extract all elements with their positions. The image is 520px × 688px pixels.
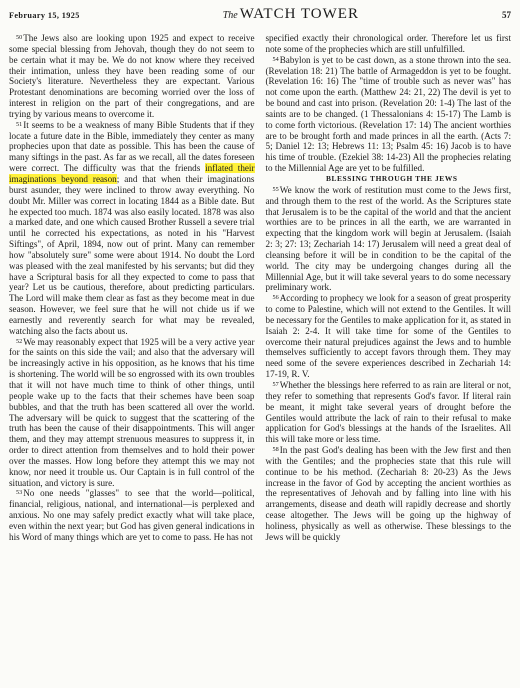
header-title-article: The — [222, 10, 238, 21]
paragraph-number: 54 — [272, 55, 279, 63]
paragraph-text: It seems to be a weakness of many Bible Students that if they locate a future date in the Bible, immediately they center as many prophecies upon that date as possible. This has been the cause of many siftings in the past. As far as we recall, all the dates foreseen were correct. The difficulty was that the friends — [9, 119, 255, 174]
paragraph-number: 52 — [16, 337, 23, 345]
paragraph-52 — [9, 337, 255, 489]
paragraph-number: 50 — [16, 34, 23, 41]
left-column — [9, 33, 255, 543]
header-date: February 15, 1925 — [9, 11, 80, 20]
paragraph-57 — [266, 380, 512, 445]
paragraph-text: We may reasonably expect that 1925 will be a very active year for the saints on this side the vail; and also that the adversary will be increasingly active in his opposition, as he knows that his time is shortening. The world will be so engrossed with its own troubles that it will not have much time to think of other things, until people wake up to the facts that their schemes have been soap bubbles, and that the truth has been scattered all over the world. The adversary will be quick to suggest that the scattering of the truth has been the cause of their disappointments. This will anger them, and they may attempt strenuous measures to suppress it, in order to direct attention from themselves and to hold their power over the masses. How long before they attempt this we may not know, nor need it trouble us. Our Captain is in full control of the situation, and victory is sure. — [9, 336, 255, 488]
paragraph-number: 56 — [272, 294, 279, 302]
right-column — [266, 33, 512, 543]
paragraph-53 — [9, 488, 255, 542]
paragraph-number: 51 — [16, 120, 23, 128]
paragraph-text: Babylon is yet to be cast down, as a stone thrown into the sea. (Revelation 18: 21) The battle of Armageddon is yet to be fought. (Revelation 16: 16) The "time of trouble such as never was" has not come upon the earth. (Matthew 24: 21, 22) The devil is yet to be bound and cast into prison. (Revelation 20: 1-4) The last of the saints are to be changed. (1 Thessalonians 4: 15-17) The Lamb is to come forth victorious. (Revelation 17: 14) The ancient worthies are to be brought forth and made princes in all the earth. (Acts 7: 5; Daniel 12: 13; Hebrews 11: 13; Psalm 45: 16) Jacob is to have his time of trouble. (Ezekiel 38: 14-23) All the prophecies relating to the Millennial Age are yet to be fulfilled. — [265, 54, 511, 174]
paragraph-53-continued: specified exactly their chronological order. Therefore let us first note some of the prophecies which are still unfulfilled. — [265, 33, 511, 54]
paragraph-54 — [266, 55, 512, 174]
header-title — [223, 6, 359, 23]
paragraph-text-cont: ; and that when their imaginations burst asunder, they were inclined to throw away everything. No doubt Mr. Miller was correct in locating 1844 as a Bible date. But he expected too much. 1874 was also easily located. 1878 was also a marked date, and one which caused Brother Russell a severe trial until he corrected his expectations, as noted in his "Harvest Siftings", of April, 1894, now out of print. Many can remember how "absolutely sure" some were about 1914. No doubt the Lord was pleased with the zeal manifested by his servants; but did they have a Scriptural basis for all they expected to come to pass that year? Let us be cautious, therefore, about predicting particulars. The Lord will make them clear as fast as they become meat in due season. However, we feel sure that he will not chide us if we earnestly and reverently search for what may be revealed, watching also the facts about us. — [9, 173, 255, 336]
paragraph-number: 53 — [16, 489, 23, 497]
section-subheading: BLESSING THROUGH THE JEWS — [325, 173, 458, 183]
paragraph-text: The Jews also are looking upon 1925 and expect to receive some special blessing from Jehovah, though they do not seem to be certain what it may be. We do not know where they received their intimation, unless they have been reading some of our Society's literature. Nevertheless they are expectant. Various Protestant denominations are becoming worried over the loss of interest in religion on the part of their congregations, and are trying by various means to overcome it. — [9, 33, 255, 119]
paragraph-55 — [266, 185, 512, 293]
running-header — [9, 6, 511, 26]
header-page-number: 57 — [502, 10, 511, 20]
paragraph-number: 55 — [272, 185, 279, 193]
paragraph-58 — [266, 445, 512, 543]
highlighted-phrase: inflated their imaginations beyond reason — [9, 163, 255, 184]
paragraph-text: In the past God's dealing has been with the Jew first and then with the Gentiles; and the prophecies state that this rule will continue to be his method. (Zechariah 8: 20-23) As the Jews increase in the favor of God by accepting the ancient worthies as the representatives of Jehovah and by falling into line with his arrangements, disease and death will rapidly decrease and shortly cease altogether. The Jews will be going up the highway of holiness, physically as well as otherwise. These blessings to the Jews will be quickly — [265, 445, 511, 542]
paragraph-text: According to prophecy we look for a season of great prosperity to come to Palestine, which will not extend to the Gentiles. It will be necessary for the Gentiles to make application for it, as stated in Isaiah 2: 2-4. It will take time for some of the Gentiles to overcome their natural prejudices against the Jews and to humble themselves sufficiently to accept favors through them. They may need some of the severe experiences described in Zechariah 14: 17-19, R. V. — [265, 293, 511, 380]
paragraph-text: No one needs "glasses" to see that the world—political, financial, religious, national, and international—is perplexed and anxious. No one may safely predict exactly what will take place, even within the next year; but God has given general indications in his Word of many things which are yet to come to pass. He has not — [9, 488, 255, 542]
paragraph-text: We know the work of restitution must come to the Jews first, and through them to the rest of the world. As the Scriptures state that Jerusalem is to be the capital of the world and that the ancient worthies are to be princes in all the earth, we are warranted in expecting that the kingdom work will begin at Jerusalem. (Isaiah 2: 3; 27: 13; Zechariah 14: 17) Jerusalem will need a great deal of cleansing before it will be in condition to be the capital of the world. The city may be undergoing changes during all the Millennial Age, but it will take several years to do some necessary preliminary work. — [265, 184, 511, 293]
paragraph-50 — [9, 33, 255, 120]
paragraph-text: Whether the blessings here referred to as rain are literal or not, they refer to something that represents God's favor. If literal rain be meant, it might take several years of drought before the Gentiles would attribute the lack of rain to their refusal to make application for God's blessings at the hands of the Israelites. All this will take more or less time. — [265, 380, 511, 445]
paragraph-number: 57 — [272, 381, 279, 388]
header-title-main: WATCH TOWER — [239, 6, 359, 22]
paragraph-number: 58 — [272, 446, 279, 454]
paragraph-51 — [9, 120, 255, 337]
two-column-body — [9, 33, 511, 543]
paragraph-56 — [266, 293, 512, 380]
